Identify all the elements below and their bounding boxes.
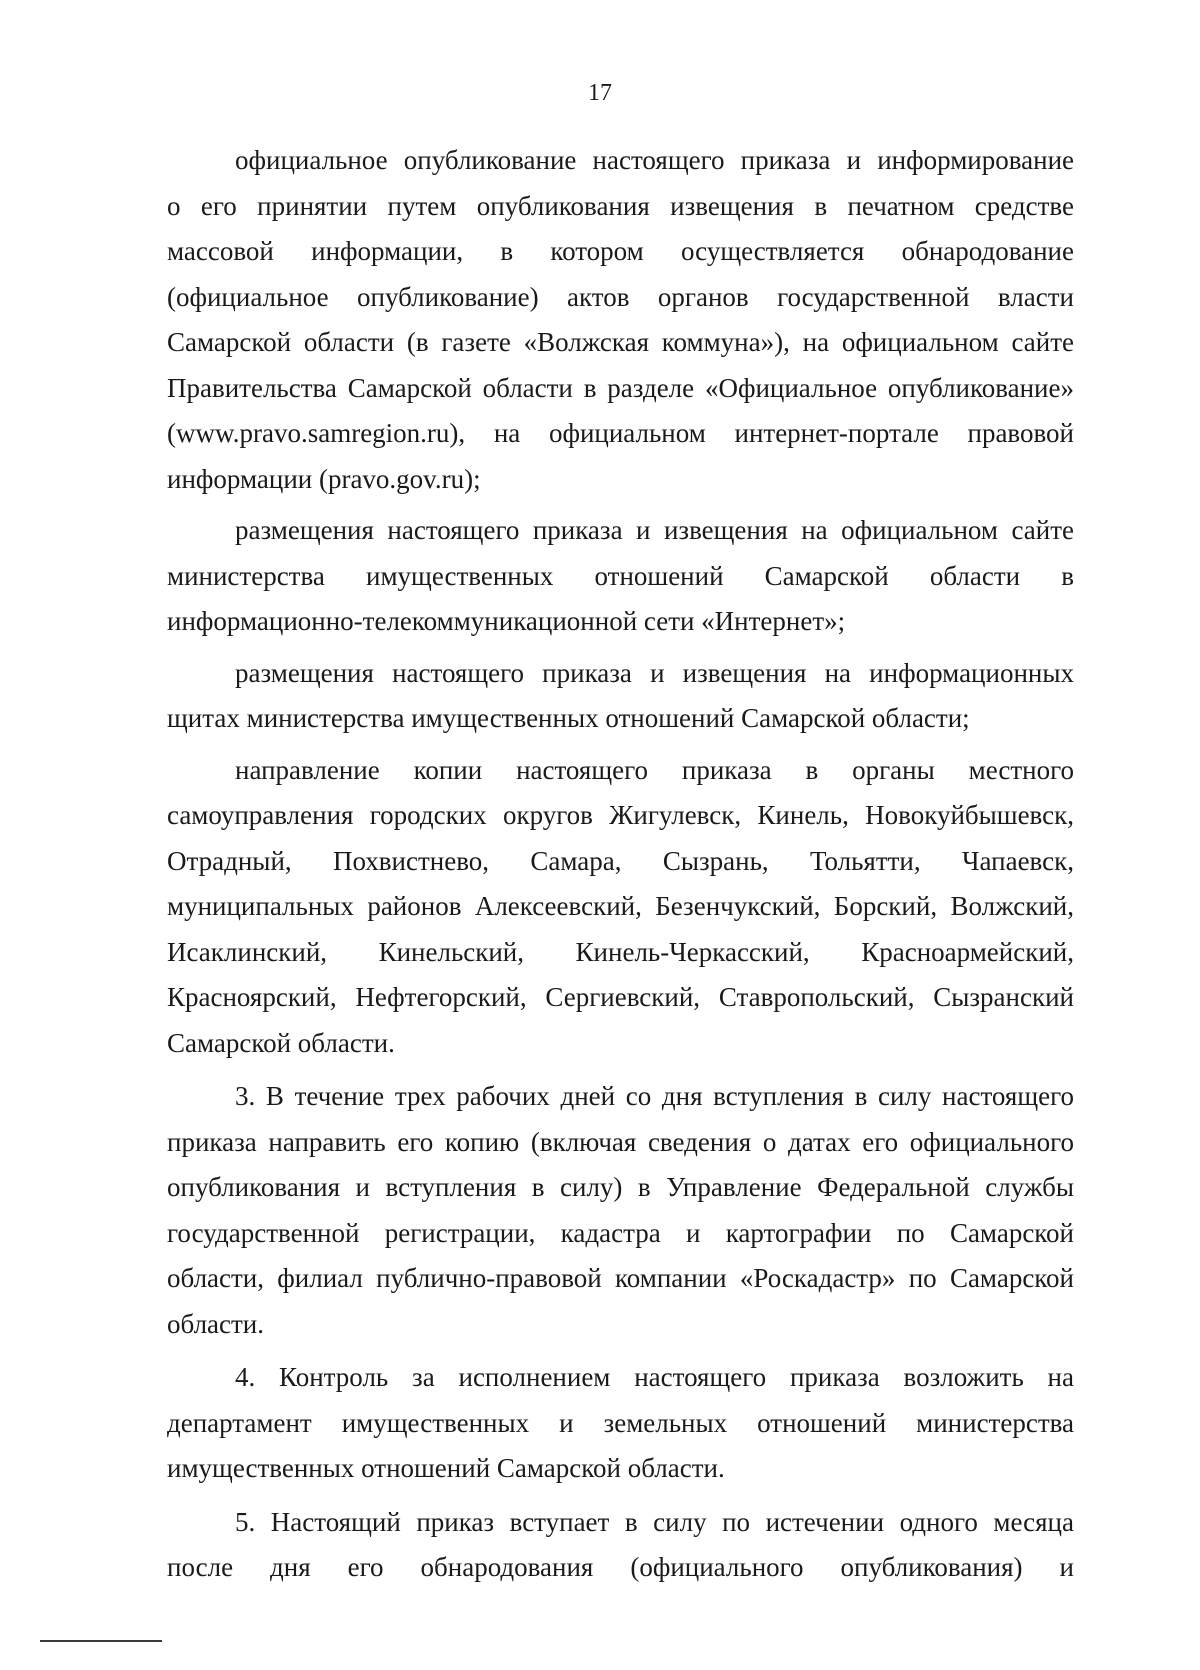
text-line: Самарской области (в газете «Волжская коммуна»), на официальном сайте (167, 327, 1074, 357)
text-line: самоуправления городских округов Жигулевск, Кинель, Новокуйбышевск, (167, 800, 1074, 830)
text-line: после дня его обнародования (официального опубликования) и (167, 1552, 1074, 1582)
document-body (167, 138, 1074, 1591)
text-line: официальное опубликование настоящего приказа и информирование (235, 145, 1074, 175)
text-line: 4. Контроль за исполнением настоящего приказа возложить на (235, 1362, 1074, 1392)
text-line: опубликования и вступления в силу) в Управление Федеральной службы (167, 1172, 1074, 1202)
text-line: департамент имущественных и земельных отношений министерства (167, 1407, 1074, 1438)
page-number: 17 (588, 80, 612, 106)
text-line: имущественных отношений Самарской области. (167, 1453, 725, 1483)
text-line: о его принятии путем опубликования извещения в печатном средстве (167, 190, 1074, 221)
text-line: 5. Настоящий приказ вступает в силу по истечении одного месяца (235, 1506, 1074, 1537)
text-line: массовой информации, в котором осуществляется обнародование (167, 236, 1074, 266)
text-line: информационно-телекоммуникационной сети «Интернет»; (167, 606, 846, 636)
text-line: (www.pravo.samregion.ru), на официальном интернет-портале правовой (167, 418, 1074, 448)
text-line: 3. В течение трех рабочих дней со дня вступления в силу настоящего (235, 1081, 1074, 1111)
text-line: (официальное опубликование) актов органов государственной власти (167, 281, 1074, 312)
text-line: государственной регистрации, кадастра и картографии по Самарской (167, 1217, 1074, 1248)
text-line: Правительства Самарской области в разделе «Официальное опубликование» (167, 372, 1074, 403)
text-line: размещения настоящего приказа и извещения на официальном сайте (235, 515, 1074, 545)
text-line: Красноярский, Нефтегорский, Сергиевский, Ставропольский, Сызранский (167, 982, 1074, 1012)
text-line: щитах министерства имущественных отношений Самарской области; (167, 703, 970, 733)
text-line: области, филиал публично-правовой компании «Роскадастр» по Самарской (167, 1263, 1074, 1293)
text-line: Отрадный, Похвистнево, Самара, Сызрань, Тольятти, Чапаевск, (167, 845, 1074, 876)
text-line: муниципальных районов Алексеевский, Безенчукский, Борский, Волжский, (167, 891, 1074, 921)
footnote-separator (40, 1640, 162, 1642)
text-line: министерства имущественных отношений Самарской области в (167, 560, 1074, 591)
text-line: Самарской области. (167, 1027, 395, 1058)
text-line: Исаклинский, Кинельский, Кинель-Черкасский, Красноармейский, (167, 936, 1074, 967)
text-line: области. (167, 1308, 265, 1339)
text-line: приказа направить его копию (включая сведения о датах его официального (167, 1126, 1074, 1157)
text-line: размещения настоящего приказа и извещения на информационных (235, 657, 1074, 688)
text-line: информации (pravo.gov.ru); (167, 463, 481, 494)
text-line: направление копии настоящего приказа в органы местного (235, 754, 1074, 785)
